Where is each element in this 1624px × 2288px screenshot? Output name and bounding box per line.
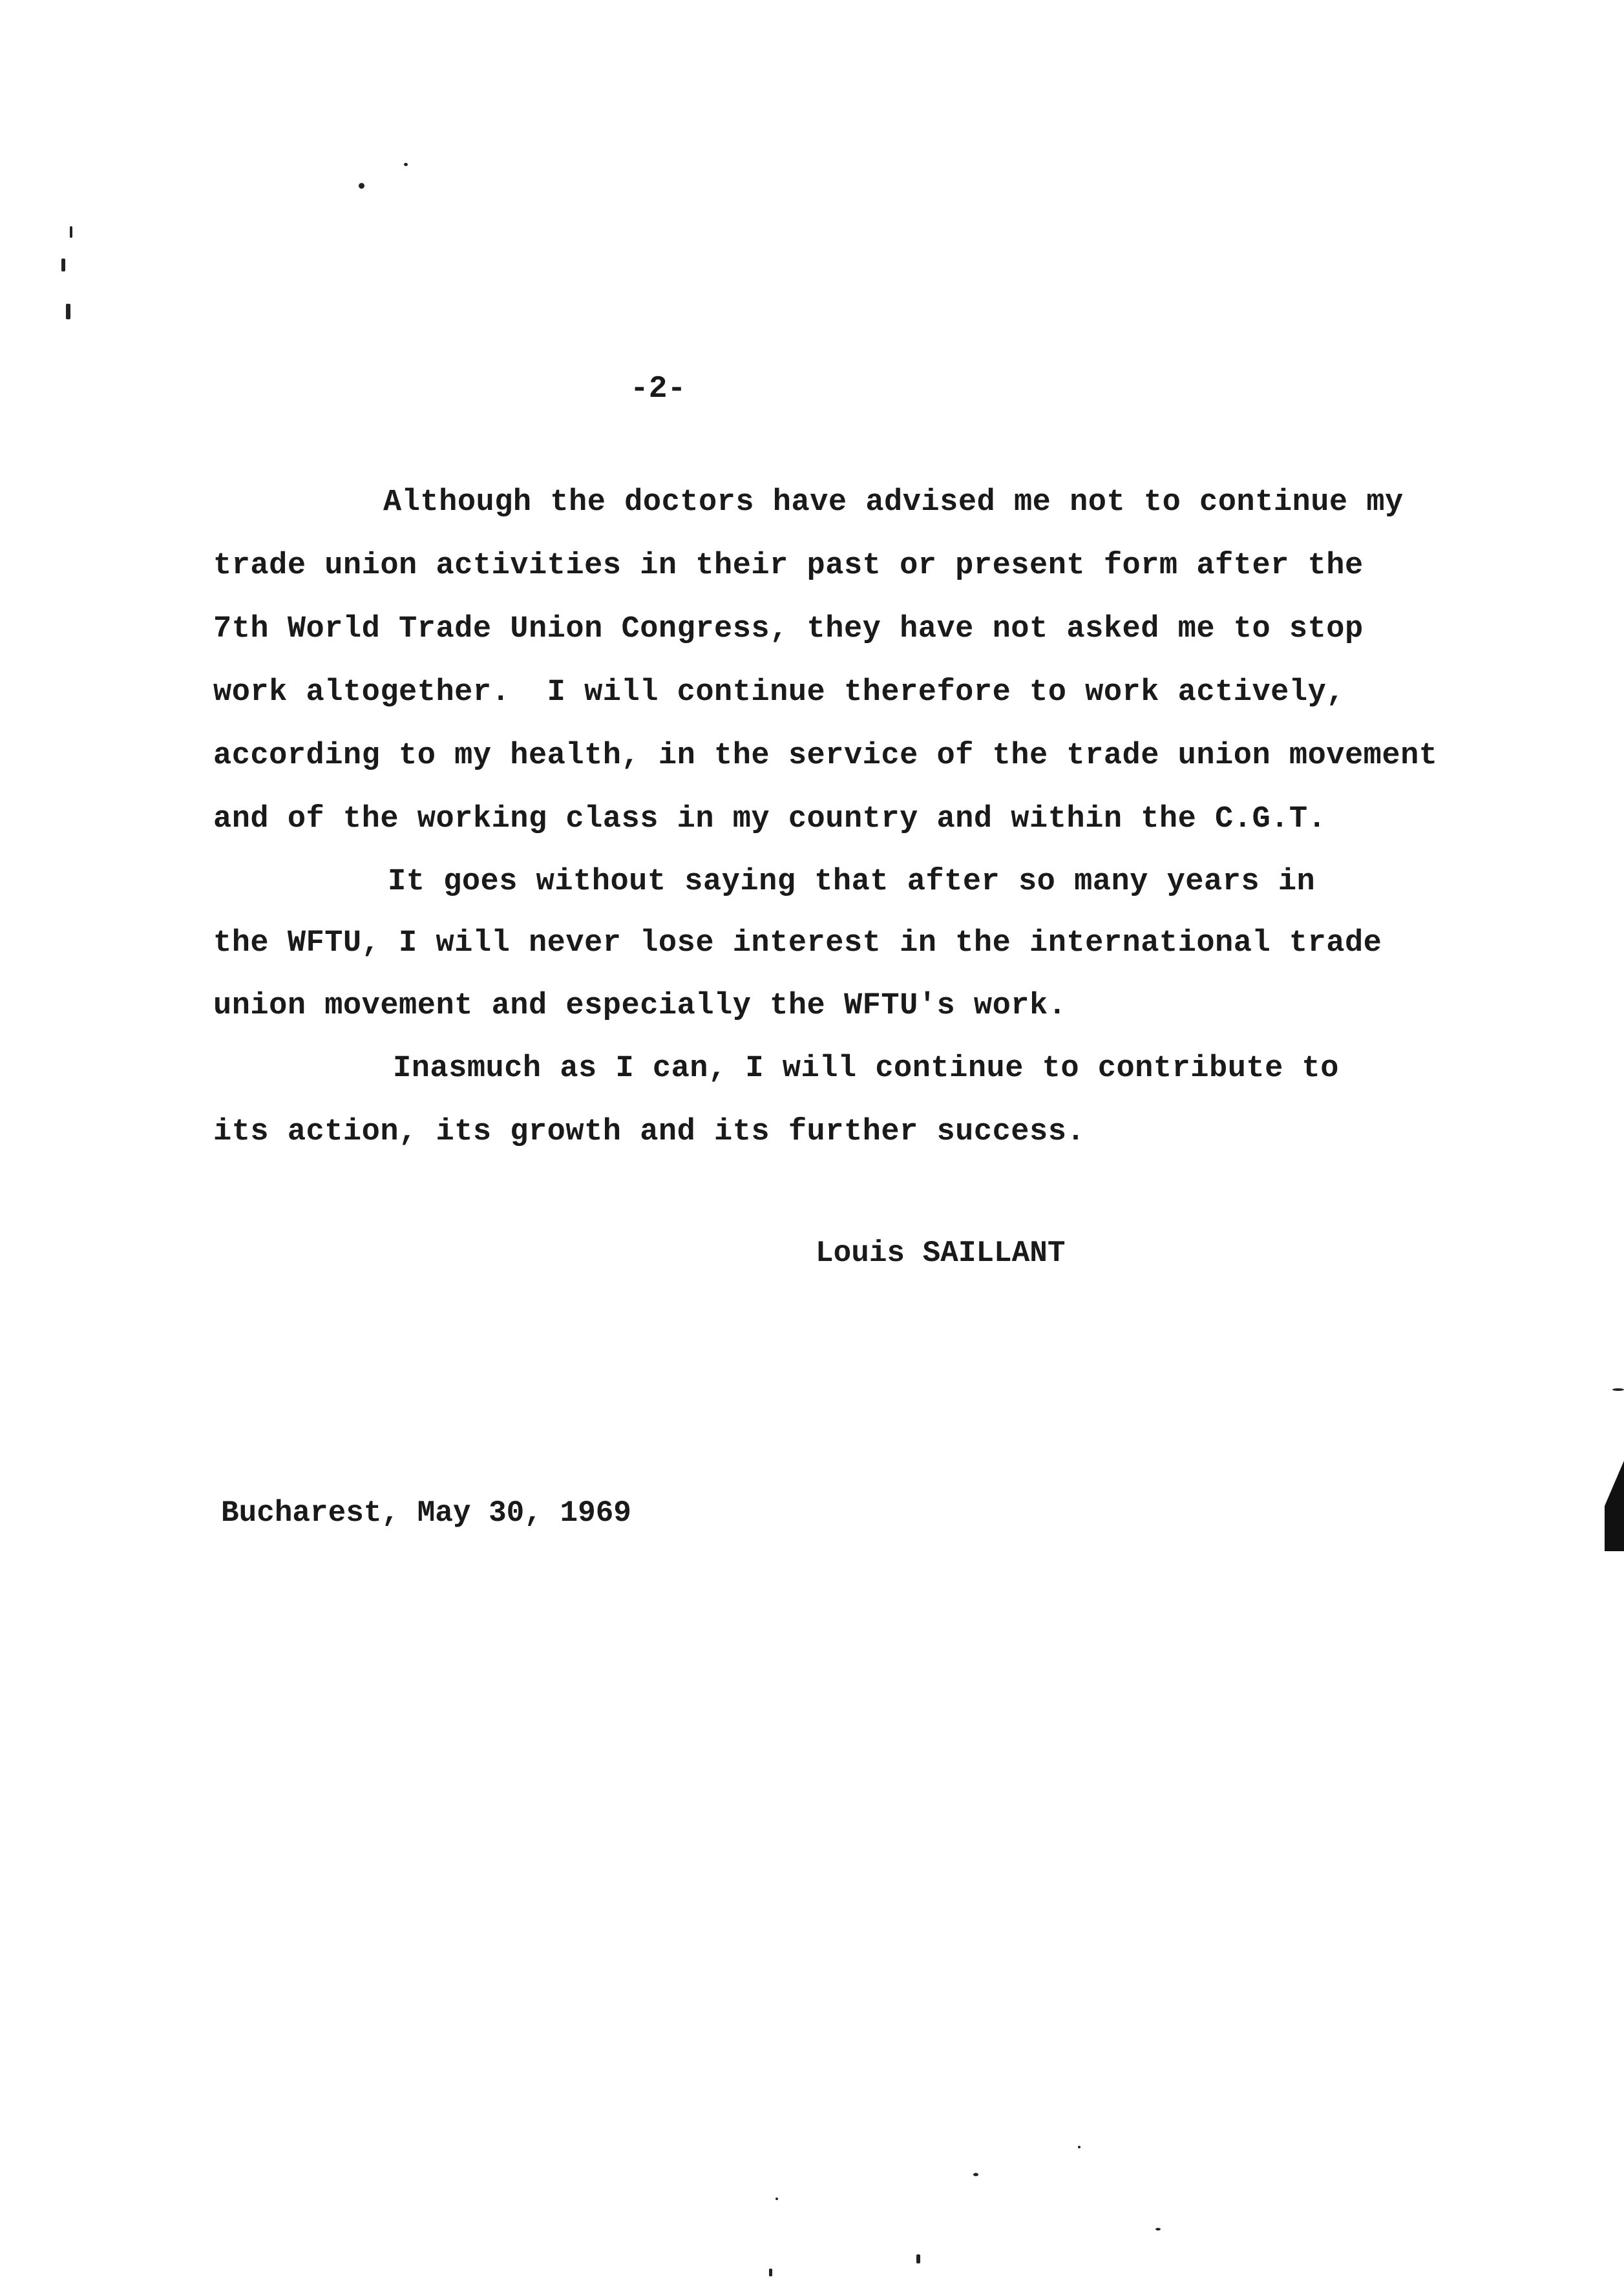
scan-edge-mark <box>1605 1461 1624 1551</box>
page-number: -2- <box>630 372 686 407</box>
paragraph-1-line: according to my health, in the service of the trade union movement <box>213 739 1438 773</box>
paragraph-1-line: trade union activities in their past or present form after the <box>213 549 1364 583</box>
scan-speck <box>359 183 364 189</box>
paragraph-1-line: 7th World Trade Union Congress, they have not asked me to stop <box>213 612 1364 646</box>
paragraph-2-line: union movement and especially the WFTU's work. <box>213 989 1067 1023</box>
scan-speck <box>70 226 72 238</box>
dateline: Bucharest, May 30, 1969 <box>221 1496 631 1530</box>
paragraph-2-line: It goes without saying that after so many years in <box>388 865 1316 899</box>
scan-speck <box>404 163 408 166</box>
paragraph-1-line: Although the doctors have advised me not to continue my <box>383 485 1404 520</box>
scan-speck <box>916 2254 920 2263</box>
paragraph-2-line: the WFTU, I will never lose interest in the international trade <box>213 926 1382 960</box>
signature: Louis SAILLANT <box>816 1236 1066 1270</box>
scan-speck <box>769 2269 772 2276</box>
paragraph-3-line: Inasmuch as I can, I will continue to contribute to <box>393 1052 1339 1086</box>
scan-speck <box>973 2173 978 2176</box>
scan-speck <box>775 2198 778 2200</box>
paragraph-3-line: its action, its growth and its further success. <box>213 1115 1086 1149</box>
scan-speck <box>1612 1388 1624 1391</box>
scan-speck <box>61 259 65 271</box>
scan-speck <box>66 304 70 319</box>
paragraph-1-line: work altogether. I will continue therefore to work actively, <box>213 675 1345 710</box>
paragraph-1-line: and of the working class in my country and within the C.G.T. <box>213 802 1327 836</box>
scan-speck <box>1078 2146 1081 2148</box>
scan-speck <box>1155 2228 1161 2230</box>
